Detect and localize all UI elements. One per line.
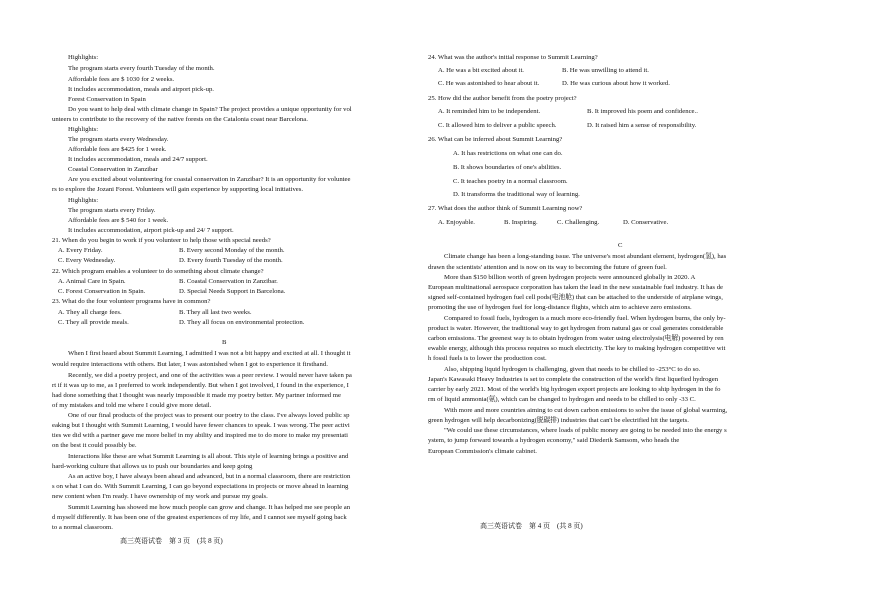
text-line: promoting the use of hydrogen fuel for long-distance flights, which aim to achieve zero emissions. [428,304,692,311]
text-line: More than $150 billion worth of green hydrogen projects were announced globally in 2020. A [444,274,696,281]
answer-option: B. Inspiring. [504,219,538,226]
answer-option: D. It raised him a sense of responsibility. [587,122,697,129]
answer-option: A. They all charge fees. [58,309,122,316]
text-line: 22. Which program enables a volunteer to do something about climate change? [52,268,264,275]
answer-option: D. It transforms the traditional way of learning. [453,191,580,198]
answer-option: A. Animal Care in Spain. [58,278,126,285]
text-line: ewable energy, although this process requires so much electricity. The key to making hydrogen competitive wit [428,345,726,352]
text-line: Summit Learning has showed me how much people can grow and change. It has helped me see people an [68,504,351,511]
text-line: carbon emissions. The greenest way is to obtain hydrogen from water using electrolysis(电解) powered by ren [428,335,724,342]
text-line: ystem, to jump forward towards a hydrogen economy," said Diederik Samsom, who heads the [428,437,680,444]
answer-option: C. He was astonished to hear about it. [438,80,540,87]
text-line: of my mistakes and told me where I could give more detail. [52,402,212,409]
text-line: When I first heard about Summit Learning, I admitted I was not a bit happy and excited at all. I thought it [68,350,351,357]
text-line: hard-working culture that allows us to push our boundaries and keep going [52,463,253,470]
text-line: would require interactions with others. But later, I was astonished when I got to experience it firsthand. [52,361,328,368]
text-line: Affordable fees are $ 1030 for 2 weeks. [68,76,175,83]
text-line: Japan's Kawasaki Heavy Industries is set to complete the construction of the world's first liquefied hydrogen [428,376,719,383]
answer-option: B. He was unwilling to attend it. [562,67,649,74]
text-line: to a normal classroom. [52,524,113,531]
answer-option: D. He was curious about how it worked. [562,80,670,87]
text-line: Do you want to help deal with climate change in Spain? The project provides a unique opportunity for vol [68,106,352,113]
answer-option: D. Conservative. [623,219,669,226]
answer-option: C. Challenging. [557,219,600,226]
text-line: Affordable fees are $425 for 1 week. [68,146,167,153]
question: 26. What can be inferred about Summit Learning? [428,136,563,143]
text-line: The program starts every Wednesday. [68,136,169,143]
text-line: d myself differently. It has been one of the greatest experiences of my life, and I cannot see myself going back [52,514,347,521]
left-page-footer: 高三英语试卷 第 3 页 (共 8 页) [120,537,223,545]
text-line: product is water. However, the traditional way to get hydrogen from natural gas or coal generates considerable [428,325,724,332]
question: 25. How did the author benefit from the poetry project? [428,95,577,102]
text-line: on the best it could possibly be. [52,442,137,449]
text-line: drawn the scientists' attention and is now on its way to becoming the future of green fuel. [428,264,667,271]
text-line: Also, shipping liquid hydrogen is challenging, given that needs to be chilled to -253°C to do so. [444,366,701,373]
text-line: With more and more countries aiming to cut down carbon emissions to solve the issue of global warming, [444,407,728,414]
text-line: Highlights: [68,54,99,61]
section-heading: B [222,339,227,346]
answer-option: D. Special Needs Support in Barcelona. [179,288,286,295]
question: 24. What was the author's initial response to Summit Learning? [428,54,598,61]
answer-option: C. They all provide meals. [58,319,129,326]
text-line: rt if it was up to me, as I preferred to work independently. But when I got involved, I found in the experience, I [52,382,349,389]
text-line: The program starts every fourth Tuesday of the month. [68,65,215,72]
answer-option: C. Every Wednesday. [58,257,116,264]
text-line: Recently, we did a poetry project, and one of the activities was a peer review. I would never have taken pa [68,372,352,379]
answer-option: A. It reminded him to be independent. [438,108,541,115]
text-line: h fossil fuels is to lower the production cost. [428,355,547,362]
text-line: had done something that I thought was nearly impossible it made my poetry better. My partner informed me [52,392,341,399]
text-line: Affordable fees are $ 540 for 1 week. [68,217,169,224]
answer-option: D. They all focus on environmental protection. [179,319,305,326]
section-heading: C [618,242,623,249]
text-line: 23. What do the four volunteer programs have in common? [52,298,211,305]
text-line: European multinational aerospace corporation has taken the lead in the new sustainable fuel industry. It has de [428,284,724,291]
text-line: Are you excited about volunteering for coastal conservation in Zanzibar? It is an opportunity for voluntee [68,176,351,183]
answer-option: A. He was a bit excited about it. [438,67,524,74]
text-line: Compared to fossil fuels, hydrogen is a much more eco-friendly fuel. When hydrogen burns, the only by- [444,315,726,322]
text-line: The program starts every Friday. [68,207,156,214]
text-line: It includes accommodation, meals and airport pick-up. [68,86,214,93]
question: 27. What does the author think of Summit Learning now? [428,205,583,212]
text-line: "We could use these circumstances, where loads of public money are going to be needed into the energy s [444,427,727,434]
text-line: rs to explore the Jozani Forest. Volunteers will gain experience by supporting local initiatives. [52,186,304,193]
text-line: eaking but I thought with Summit Learning, I would have fewer chances to speak. I was wrong. The peer activi [52,422,350,429]
answer-option: B. They all last two weeks. [179,309,252,316]
answer-option: C. Forest Conservation in Spain. [58,288,146,295]
answer-option: B. Every second Monday of the month. [179,247,285,254]
text-line: unteers to contribute to the recovery of the native forests on the Catalonia coast near Barcelona. [52,116,308,123]
text-line: signed self-contained hydrogen fuel cell pods(电池舱) that can be attached to the underside of airplane wings, [428,294,723,301]
text-line: One of our final products of the project was to present our poetry to the class. I've always loved public sp [68,412,350,419]
answer-option: B. Coastal Conservation in Zanzibar. [179,278,278,285]
text-line: 21. When do you begin to work if you volunteer to help those with special needs? [52,237,271,244]
text-line: new content when I'm ready. I have ownership of my work and pursue my goals. [52,493,268,500]
text-line: Climate change has been a long-standing issue. The universe's most abundant element, hydrogen(氢), has [444,253,727,260]
answer-option: D. Every fourth Tuesday of the month. [179,257,283,264]
text-line: Highlights: [68,126,99,133]
text-line: s on what I can do. With Summit Learning, I can go beyond expectations in projects or move ahead in learning [52,483,349,490]
right-page-footer: 高三英语试卷 第 4 页 (共 8 页) [480,522,583,530]
text-line: green hydrogen will help decarbonizing(脱碳排) industries that can't be electrified hit the targets. [428,417,689,424]
text-line: It includes accommodation, airport pick-up and 24/ 7 support. [68,227,234,234]
answer-option: B. It improved his poem and confidence.. [587,108,698,115]
answer-option: A. Every Friday. [58,247,103,254]
answer-option: A. Enjoyable. [438,219,475,226]
answer-option: A. It has restrictions on what one can do. [453,150,563,157]
text-line: carrier by early 2021. Most of the world's big hydrogen export projects are looking to ship hydrogen in the fo [428,386,721,393]
answer-option: B. It shows boundaries of one's abilities. [453,164,562,171]
text-line: It includes accommodation, meals and 24/7 support. [68,156,208,163]
answer-option: C. It teaches poetry in a normal classroom. [453,178,568,185]
text-line: European Commission's climate cabinet. [428,448,537,455]
text-line: rm of liquid ammonia(氨), which can be changed to hydrogen and needs to be chilled to only -33 C. [428,396,696,403]
text-line: Coastal Conservation in Zanzibar [68,166,158,173]
text-line: ties we did with a partner gave me more belief in my ability and inspired me to do more to make my presentati [52,432,349,439]
text-line: Highlights: [68,197,99,204]
text-line: Interactions like these are what Summit Learning is all about. This style of learning brings a positive and [68,453,349,460]
answer-option: C. It allowed him to deliver a public speech. [438,122,557,129]
text-line: As an active boy, I have always been ahead and advanced, but in a normal classroom, there are restriction [68,473,351,480]
text-line: Forest Conservation in Spain [68,96,146,103]
